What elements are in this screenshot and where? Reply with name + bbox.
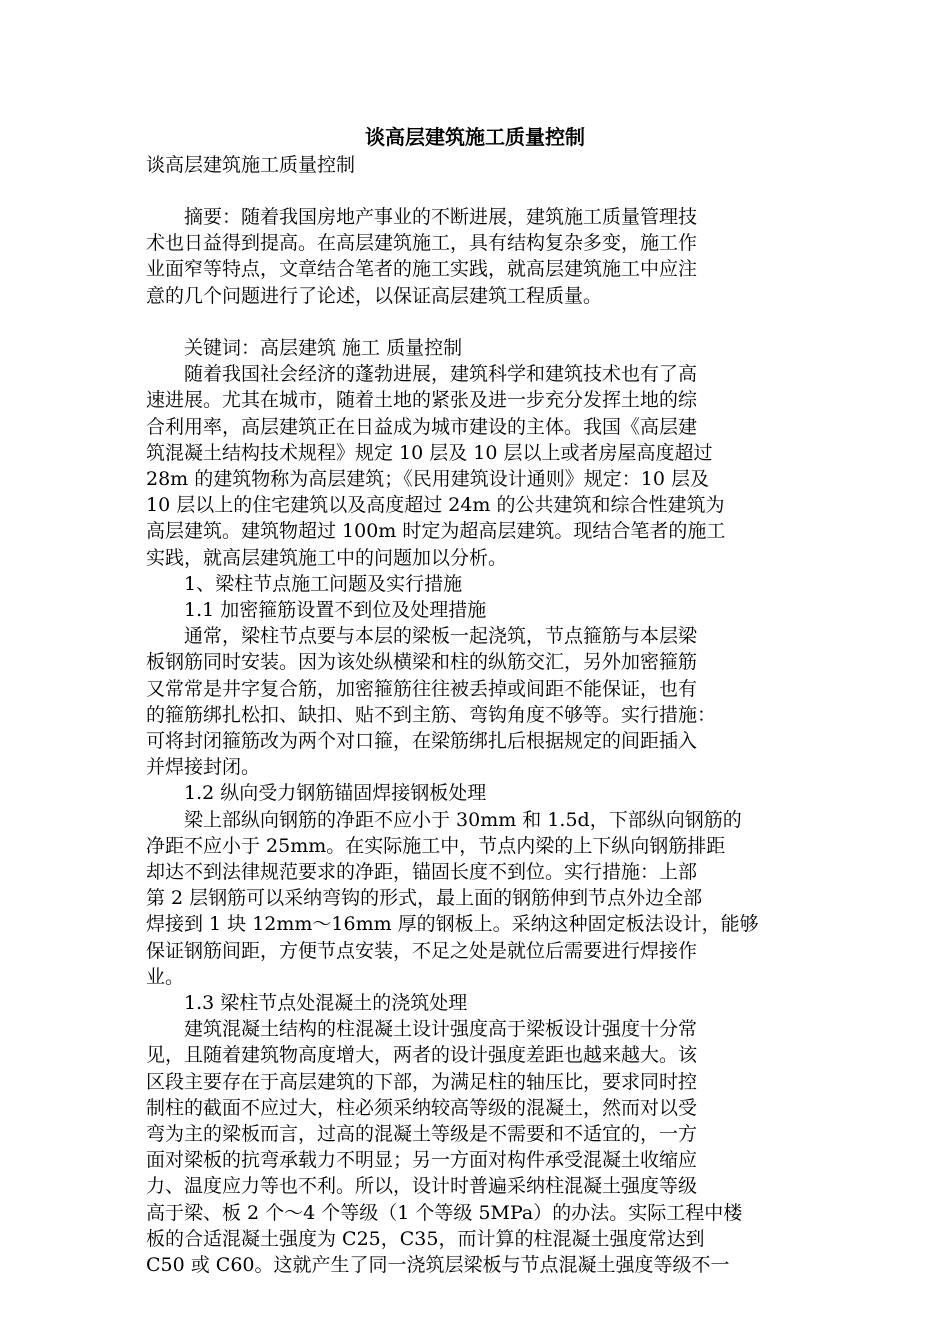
paragraph-line: 28m 的建筑物称为高层建筑；《民用建筑设计通则》规定：10 层及 [146, 468, 709, 490]
paragraph-line: 的箍筋绑扎松扣、缺扣、贴不到主筋、弯钩角度不够等。实行措施： [146, 704, 717, 726]
paragraph-line: 力、温度应力等也不利。所以，设计时普遍采纳柱混凝土强度等级 [146, 1175, 698, 1197]
paragraph-line: 建筑混凝土结构的柱混凝土设计强度高于梁板设计强度十分常 [146, 1018, 698, 1040]
paragraph-line: 1.3 梁柱节点处混凝土的浇筑处理 [146, 992, 468, 1014]
paragraph-line: 又常常是井字复合筋，加密箍筋往往被丢掉或间距不能保证，也有 [146, 678, 698, 700]
paragraph-line: 高层建筑。建筑物超过 100m 时定为超高层建筑。现结合笔者的施工 [146, 520, 726, 542]
paragraph-line: 却达不到法律规范要求的净距，锚固长度不到位。实行措施：上部 [146, 861, 698, 883]
paragraph-line: 板钢筋同时安装。因为该处纵横梁和柱的纵筋交汇，另外加密箍筋 [146, 651, 698, 673]
document-subtitle: 谈高层建筑施工质量控制 [146, 154, 356, 176]
paragraph-line: 板的合适混凝土强度为 C25，C35，而计算的柱混凝土强度常达到 [146, 1228, 705, 1250]
paragraph-line: 摘要：随着我国房地产事业的不断进展，建筑施工质量管理技 [146, 206, 698, 228]
document-title: 谈高层建筑施工质量控制 [365, 125, 585, 149]
paragraph-line: 焊接到 1 块 12mm～16mm 厚的钢板上。采纳这种固定板法设计，能够 [146, 913, 759, 935]
paragraph-line: 随着我国社会经济的蓬勃进展，建筑科学和建筑技术也有了高 [146, 363, 698, 385]
paragraph-line: 术也日益得到提高。在高层建筑施工，具有结构复杂多变，施工作 [146, 232, 698, 254]
paragraph-line: 净距不应小于 25mm。在实际施工中，节点内梁的上下纵向钢筋排距 [146, 835, 726, 857]
paragraph-line: 1.2 纵向受力钢筋锚固焊接钢板处理 [146, 782, 487, 804]
paragraph-line: 1.1 加密箍筋设置不到位及处理措施 [146, 599, 487, 621]
paragraph-line: 实践，就高层建筑施工中的问题加以分析。 [146, 547, 508, 569]
paragraph-line: 通常，梁柱节点要与本层的梁板一起浇筑，节点箍筋与本层梁 [146, 625, 698, 647]
paragraph-line: 弯为主的梁板而言，过高的混凝土等级是不需要和不适宜的，一方 [146, 1123, 698, 1145]
paragraph-line: 梁上部纵向钢筋的净距不应小于 30mm 和 1.5d，下部纵向钢筋的 [146, 809, 742, 831]
paragraph-line: 10 层以上的住宅建筑以及高度超过 24m 的公共建筑和综合性建筑为 [146, 494, 725, 516]
paragraph-line: 并焊接封闭。 [146, 756, 261, 778]
paragraph-line: 意的几个问题进行了论述，以保证高层建筑工程质量。 [146, 285, 603, 307]
paragraph-line: 面对梁板的抗弯承载力不明显；另一方面对构件承受混凝土收缩应 [146, 1149, 698, 1171]
paragraph-line: 制柱的截面不应过大，柱必须采纳较高等级的混凝土，然而对以受 [146, 1097, 698, 1119]
paragraph-line: C50 或 C60。这就产生了同一浇筑层梁板与节点混凝土强度等级不一 [146, 1254, 730, 1276]
paragraph-line: 业。 [146, 966, 185, 988]
paragraph-line: 区段主要存在于高层建筑的下部，为满足柱的轴压比，要求同时控 [146, 1071, 698, 1093]
paragraph-line: 见，且随着建筑物高度增大，两者的设计强度差距也越来越大。该 [146, 1044, 698, 1066]
paragraph-line: 业面窄等特点，文章结合笔者的施工实践，就高层建筑施工中应注 [146, 258, 698, 280]
paragraph-line: 第 2 层钢筋可以采纳弯钩的形式，最上面的钢筋伸到节点外边全部 [146, 887, 703, 909]
paragraph-line: 合利用率，高层建筑正在日益成为城市建设的主体。我国《高层建 [146, 416, 698, 438]
paragraph-line: 高于梁、板 2 个～4 个等级（1 个等级 5MPa）的办法。实际工程中楼 [146, 1202, 743, 1224]
paragraph-line: 保证钢筋间距，方便节点安装，不足之处是就位后需要进行焊接作 [146, 940, 698, 962]
paragraph-line: 1、梁柱节点施工问题及实行措施 [146, 573, 463, 595]
paragraph-line: 筑混凝土结构技术规程》规定 10 层及 10 层以上或者房屋高度超过 [146, 442, 713, 464]
paragraph-line: 速进展。尤其在城市，随着土地的紧张及进一步充分发挥土地的综 [146, 389, 698, 411]
paragraph-line: 可将封闭箍筋改为两个对口箍，在梁筋绑扎后根据规定的间距插入 [146, 730, 698, 752]
paragraph-line: 关键词：高层建筑 施工 质量控制 [146, 337, 463, 359]
